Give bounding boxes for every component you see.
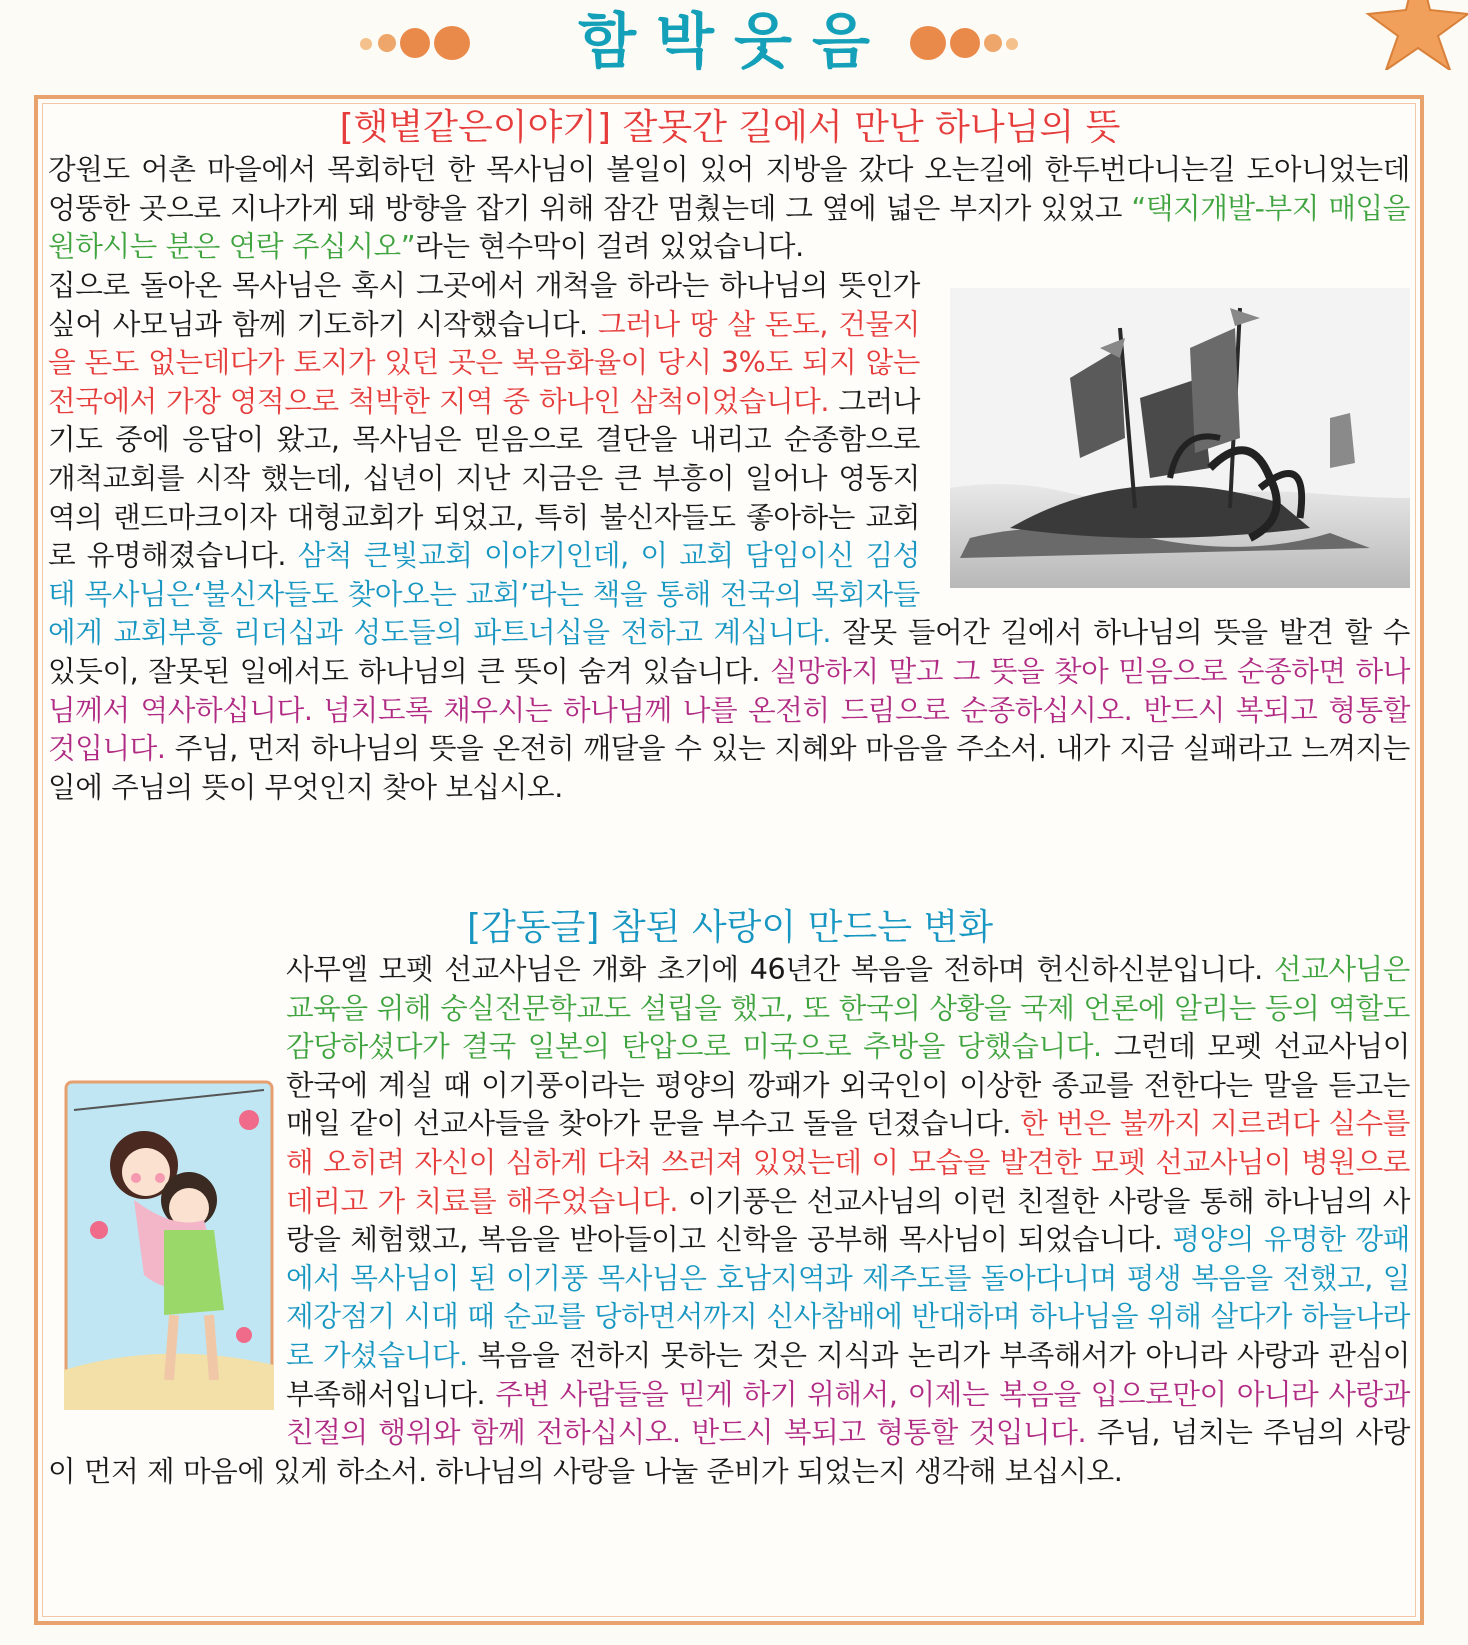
story1-para2 [48, 266, 1410, 806]
story1-text: 그러나 기도 중에 응답이 왔고, 목사님은 믿음으로 결단을 내리고 순종함으로 개척교회를 시작 했는데, 십년이 지난 지금은 큰 부흥이 일어나 영동지역의 랜드마크이자 대형교회가 되었고, 특히 불신자들도 좋아하는 교회로 유명해졌습니다. [48, 383, 920, 573]
story1-highlight-green: “택지개발-부지 매입을 원하시는 분은 연락 주십시오” [48, 190, 1410, 264]
story1-text: 주님, 먼저 하나님의 뜻을 온전히 깨달을 수 있는 지혜와 마음을 주소서. 내가 지금 실패라고 느껴지는 일에 주님의 뜻이 무엇인지 찾아 보십시오. [48, 731, 1410, 804]
story2-text: 주님, 넘치는 주님의 사랑이 먼저 제 마음에 있게 하소서. 하나님의 사랑을 나눌 준비가 되었는지 생각해 보십시오. [48, 1415, 1410, 1488]
story1-text: 집으로 돌아온 목사님은 혹시 그곳에서 개척을 하라는 하나님의 뜻인가 싶어 사모님과 함께 기도하기 시작했습니다. [48, 268, 920, 341]
story1-para1 [48, 150, 1410, 266]
story1-highlight-blue: 삼척 큰빛교회 이야기인데, 이 교회 담임이신 김성태 목사님은‘불신자들도 찾아오는 교회’라는 책을 통해 전국의 목회자들에게 교회부흥 리더십과 성도들의 파트너십을 전하고 계십니다. [48, 538, 921, 650]
story1-text: 강원도 어촌 마을에서 목회하던 한 목사님이 볼일이 있어 지방을 갔다 오는길에 한두번다니는길 도아니었는데 엉뚱한 곳으로 지나가게 돼 방향을 잡기 위해 잠간 멈췄는데 그 옆에 넓은 부지가 있었고 [48, 152, 1410, 225]
story2-highlight-purple: 주변 사람들을 믿게 하기 위해서, 이제는 복음을 입으로만이 아니라 사랑과 친절의 행위와 함께 전하십시오. 반드시 복되고 형통할 것입니다. [286, 1376, 1410, 1450]
story1-highlight-purple: 실망하지 말고 그 뜻을 찾아 믿음으로 순종하면 하나님께서 역사하십니다. 넘치도록 채우시는 하나님께 나를 온전히 드림으로 순종하십시오. 반드시 복되고 형통할 것입니다. [48, 653, 1410, 766]
story2-text: 사무엘 모펫 선교사님은 개화 초기에 46년간 복음을 전하며 헌신하신분입니다. [286, 952, 1274, 986]
story1-highlight-red: 그러나 땅 살 돈도, 건물지을 돈도 없는데다가 토지가 있던 곳은 복음화율이 당시 3%도 되지 않는 전국에서 가장 영적으로 척박한 지역 중 하나인 삼척이었습니다. [48, 306, 920, 418]
right-dots-ornament [910, 24, 1040, 64]
story1-title: [햇볕같은이야기] 잘못간 길에서 만난 하나님의 뜻 [339, 107, 1121, 148]
story2-text: 복음을 전하지 못하는 것은 지식과 논리가 부족해서가 아니라 사랑과 관심이 부족해서입니다. [286, 1337, 1410, 1411]
story2-text: 그런데 모펫 선교사님이 한국에 계실 때 이기풍이라는 평양의 깡패가 외국인이 이상한 종교를 전한다는 말을 듣고는 매일 같이 선교사들을 찾아가 문을 부수고 돌을 던졌습니다. [286, 1029, 1410, 1141]
story2-title: [감동글] 참된 사랑이 만드는 변화 [467, 907, 993, 948]
story2-para1 [48, 950, 1410, 1490]
star-icon [1358, 0, 1468, 70]
story2-text: 이기풍은 선교사님의 이런 친절한 사랑을 통해 하나님의 사랑을 체험했고, 복음을 받아들이고 신학을 공부해 목사님이 되었습니다. [286, 1183, 1410, 1257]
header [0, 0, 1468, 88]
story2-highlight-green: 선교사님은 교육을 위해 숭실전문학교도 설립을 했고, 또 한국의 상황을 국제 언론에 알리는 등의 역할도 감당하셨다가 결국 일본의 탄압으로 미국으로 추방을 당했습니다. [286, 952, 1410, 1064]
page-title: 함박웃음 [578, 7, 890, 77]
story1-text: 잘못 들어간 길에서 하나님의 뜻을 발견 할 수 있듯이, 잘못된 일에서도 하나님의 큰 뜻이 숨겨 있습니다. [48, 615, 1410, 688]
story2-highlight-red: 한 번은 불까지 지르려다 실수를 해 오히려 자신이 심하게 다쳐 쓰러져 있었는데 이 모습을 발견한 모펫 선교사님이 병원으로 데리고 가 치료를 해주었습니다. [286, 1106, 1410, 1218]
story1-text: 라는 현수막이 걸려 있었습니다. [415, 229, 804, 264]
story2-highlight-blue: 평양의 유명한 깡패에서 목사님이 된 이기풍 목사님은 호남지역과 제주도를 돌아다니며 평생 복음을 전했고, 일제강점기 시대 때 순교를 당하면서까지 신사참배에 반대하며 하나님을 위해 살다가 하늘나라로 가셨습니다. [286, 1222, 1410, 1372]
